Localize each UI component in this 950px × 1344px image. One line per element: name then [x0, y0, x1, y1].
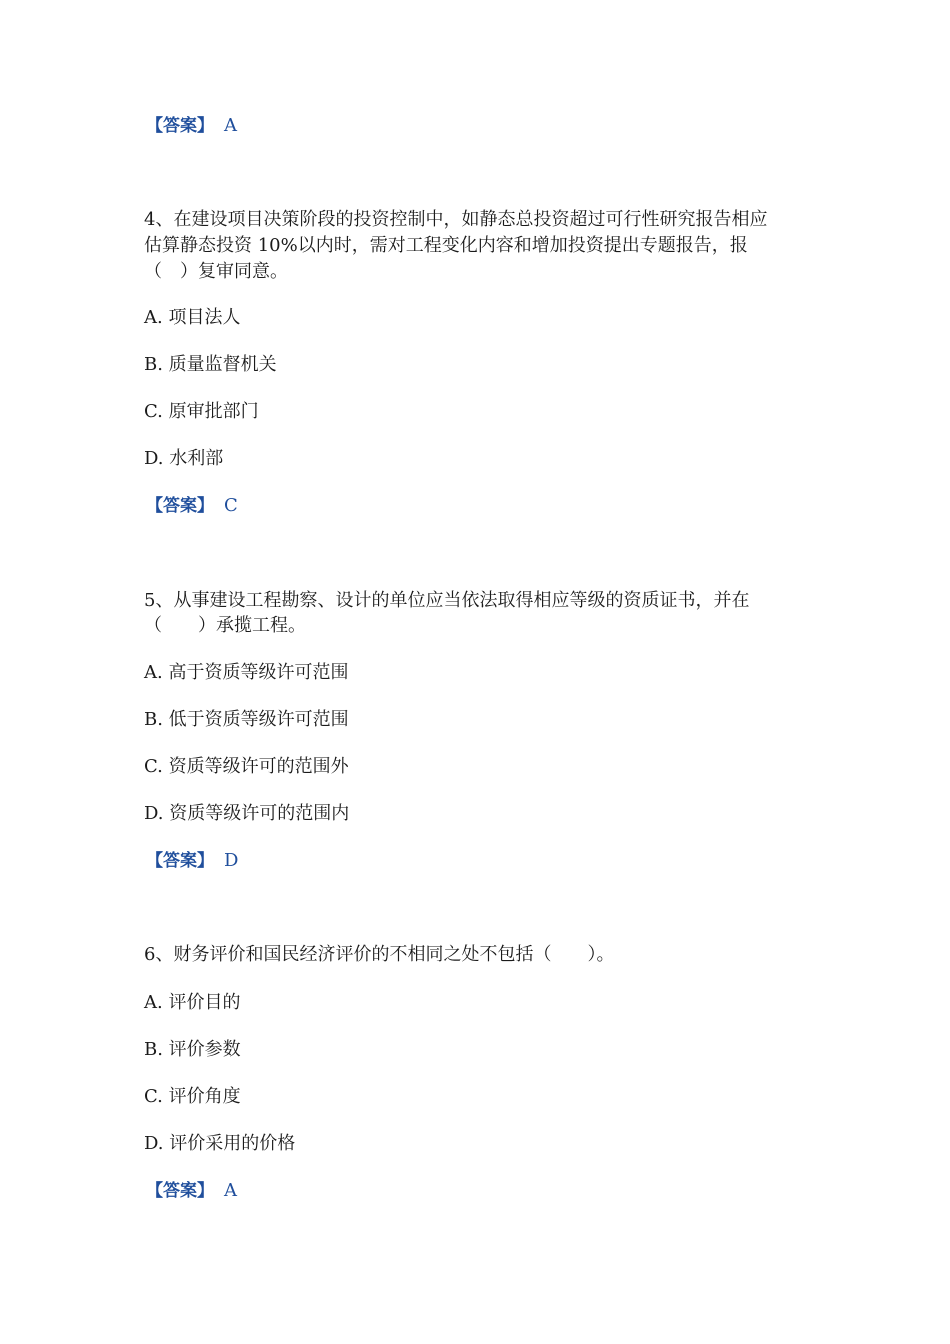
question-5-line-2: （ ）承揽工程。	[144, 615, 306, 636]
answer-line	[146, 1179, 237, 1203]
question-5-option-b: B. 低于资质等级许可范围	[144, 709, 349, 730]
answer-value: A	[224, 1180, 237, 1201]
answer-value: D	[224, 850, 239, 871]
question-6-line-1: 6、财务评价和国民经济评价的不相同之处不包括（ ）。	[144, 944, 615, 965]
question-4-option-d: D. 水利部	[144, 448, 224, 469]
question-5-option-d: D. 资质等级许可的范围内	[144, 803, 350, 824]
answer-line	[146, 494, 238, 518]
answer-tag: 【答案】	[146, 851, 214, 871]
answer-value: A	[224, 115, 237, 136]
question-6-option-d: D. 评价采用的价格	[144, 1133, 296, 1154]
question-4-line-2: 估算静态投资 10%以内时，需对工程变化内容和增加投资提出专题报告，报	[144, 235, 748, 256]
question-6-option-b: B. 评价参数	[144, 1039, 241, 1060]
answer-tag: 【答案】	[146, 496, 214, 516]
question-4-option-c: C. 原审批部门	[144, 401, 259, 422]
question-4-line-3: （ ）复审同意。	[144, 261, 288, 282]
answer-line	[146, 114, 237, 138]
answer-line	[146, 849, 238, 873]
question-6-option-c: C. 评价角度	[144, 1086, 241, 1107]
question-4-option-a: A. 项目法人	[144, 307, 241, 328]
question-4-option-b: B. 质量监督机关	[144, 354, 277, 375]
question-5-option-a: A. 高于资质等级许可范围	[144, 662, 349, 683]
question-6-option-a: A. 评价目的	[144, 992, 241, 1013]
question-5-line-1: 5、从事建设工程勘察、设计的单位应当依法取得相应等级的资质证书，并在	[144, 590, 750, 611]
answer-value: C	[224, 495, 238, 516]
question-5-option-c: C. 资质等级许可的范围外	[144, 756, 349, 777]
answer-tag: 【答案】	[146, 1181, 214, 1201]
answer-tag: 【答案】	[146, 116, 214, 136]
question-4-line-1: 4、在建设项目决策阶段的投资控制中，如静态总投资超过可行性研究报告相应	[144, 209, 768, 230]
